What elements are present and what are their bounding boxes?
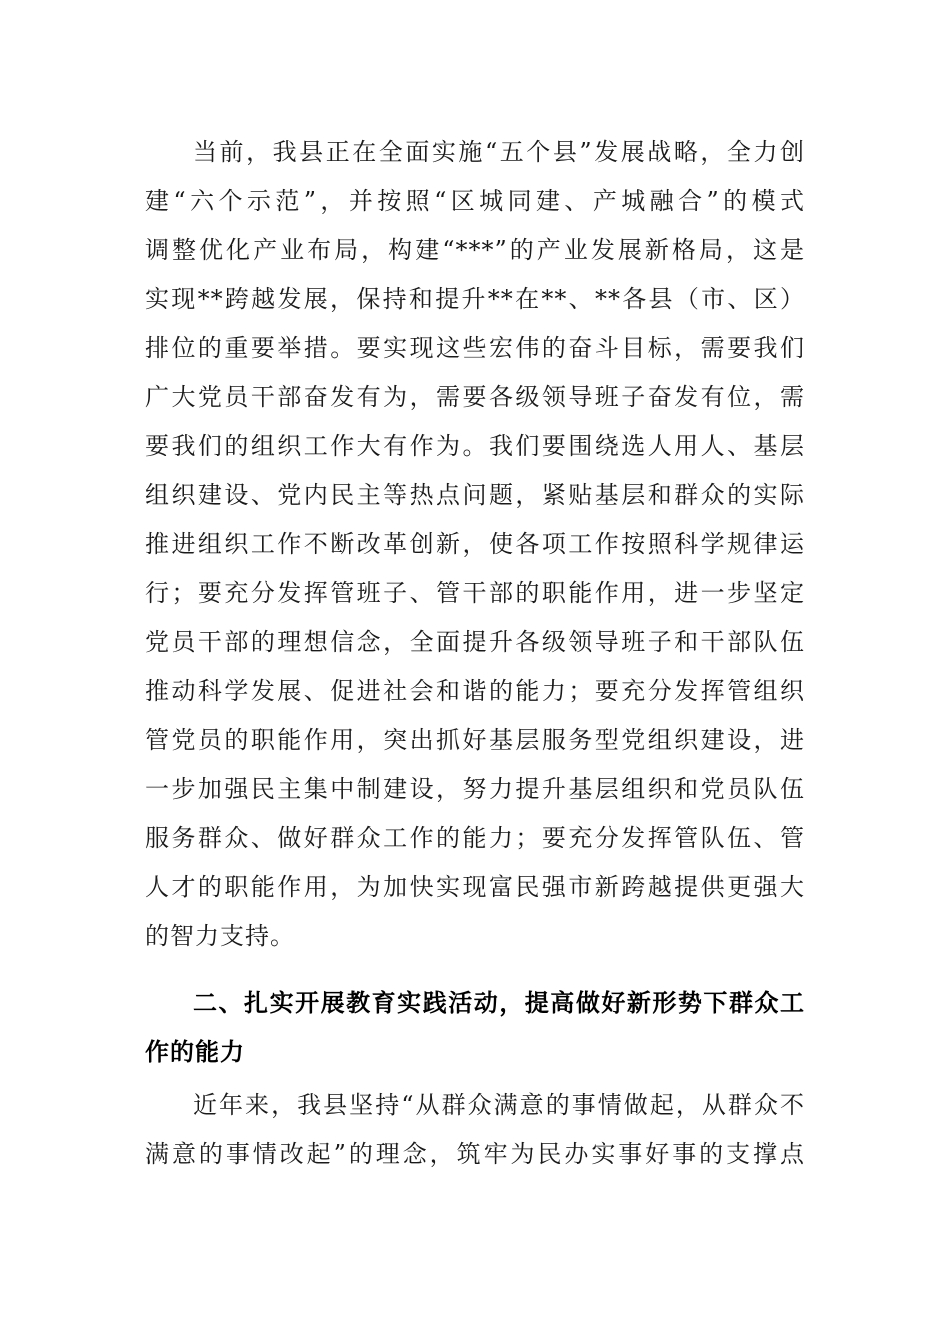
paragraph-line: 近年来，我县坚持“从群众满意的事情做起，从群众不 (193, 1091, 805, 1119)
paragraph-line: 推动科学发展、促进社会和谐的能力；要充分发挥管组织 (145, 677, 805, 705)
paragraph-line: 广大党员干部奋发有为，需要各级领导班子奋发有位，需 (145, 383, 805, 411)
spacer (145, 961, 805, 979)
paragraph-line: 组织建设、党内民主等热点问题，紧贴基层和群众的实际 (145, 481, 805, 509)
paragraph-line: 服务群众、做好群众工作的能力；要充分发挥管队伍、管 (145, 824, 805, 852)
paragraph-line: 满意的事情改起”的理念，筑牢为民办实事好事的支撑点 (145, 1140, 805, 1168)
paragraph-line: 要我们的组织工作大有作为。我们要围绕选人用人、基层 (145, 432, 805, 460)
paragraph-line: 调整优化产业布局，构建“***”的产业发展新格局，这是 (145, 236, 805, 264)
paragraph-line: 党员干部的理想信念，全面提升各级领导班子和干部队伍 (145, 628, 805, 656)
paragraph-1 (145, 128, 805, 961)
paragraph-line: 排位的重要举措。要实现这些宏伟的奋斗目标，需要我们 (145, 334, 805, 362)
document-body (145, 128, 805, 1179)
paragraph-line: 建“六个示范”，并按照“区城同建、产城融合”的模式 (145, 187, 805, 215)
paragraph-line: 的智力支持。 (145, 922, 295, 950)
paragraph-line: 管党员的职能作用，突出抓好基层服务型党组织建设，进 (145, 726, 805, 754)
paragraph-line: 一步加强民主集中制建设，努力提升基层组织和党员队伍 (145, 775, 805, 803)
paragraph-line: 推进组织工作不断改革创新，使各项工作按照科学规律运 (145, 530, 805, 558)
paragraph-line: 行；要充分发挥管班子、管干部的职能作用，进一步坚定 (145, 579, 805, 607)
section-heading (145, 979, 805, 1077)
paragraph-line: 当前，我县正在全面实施“五个县”发展战略，全力创 (193, 138, 805, 166)
paragraph-line: 人才的职能作用，为加快实现富民强市新跨越提供更强大 (145, 873, 805, 901)
heading-line: 二、扎实开展教育实践活动，提高做好新形势下群众工 (193, 989, 805, 1017)
heading-line: 作的能力 (145, 1038, 245, 1066)
paragraph-2 (145, 1081, 805, 1179)
paragraph-line: 实现**跨越发展，保持和提升**在**、**各县（市、区） (145, 285, 805, 313)
